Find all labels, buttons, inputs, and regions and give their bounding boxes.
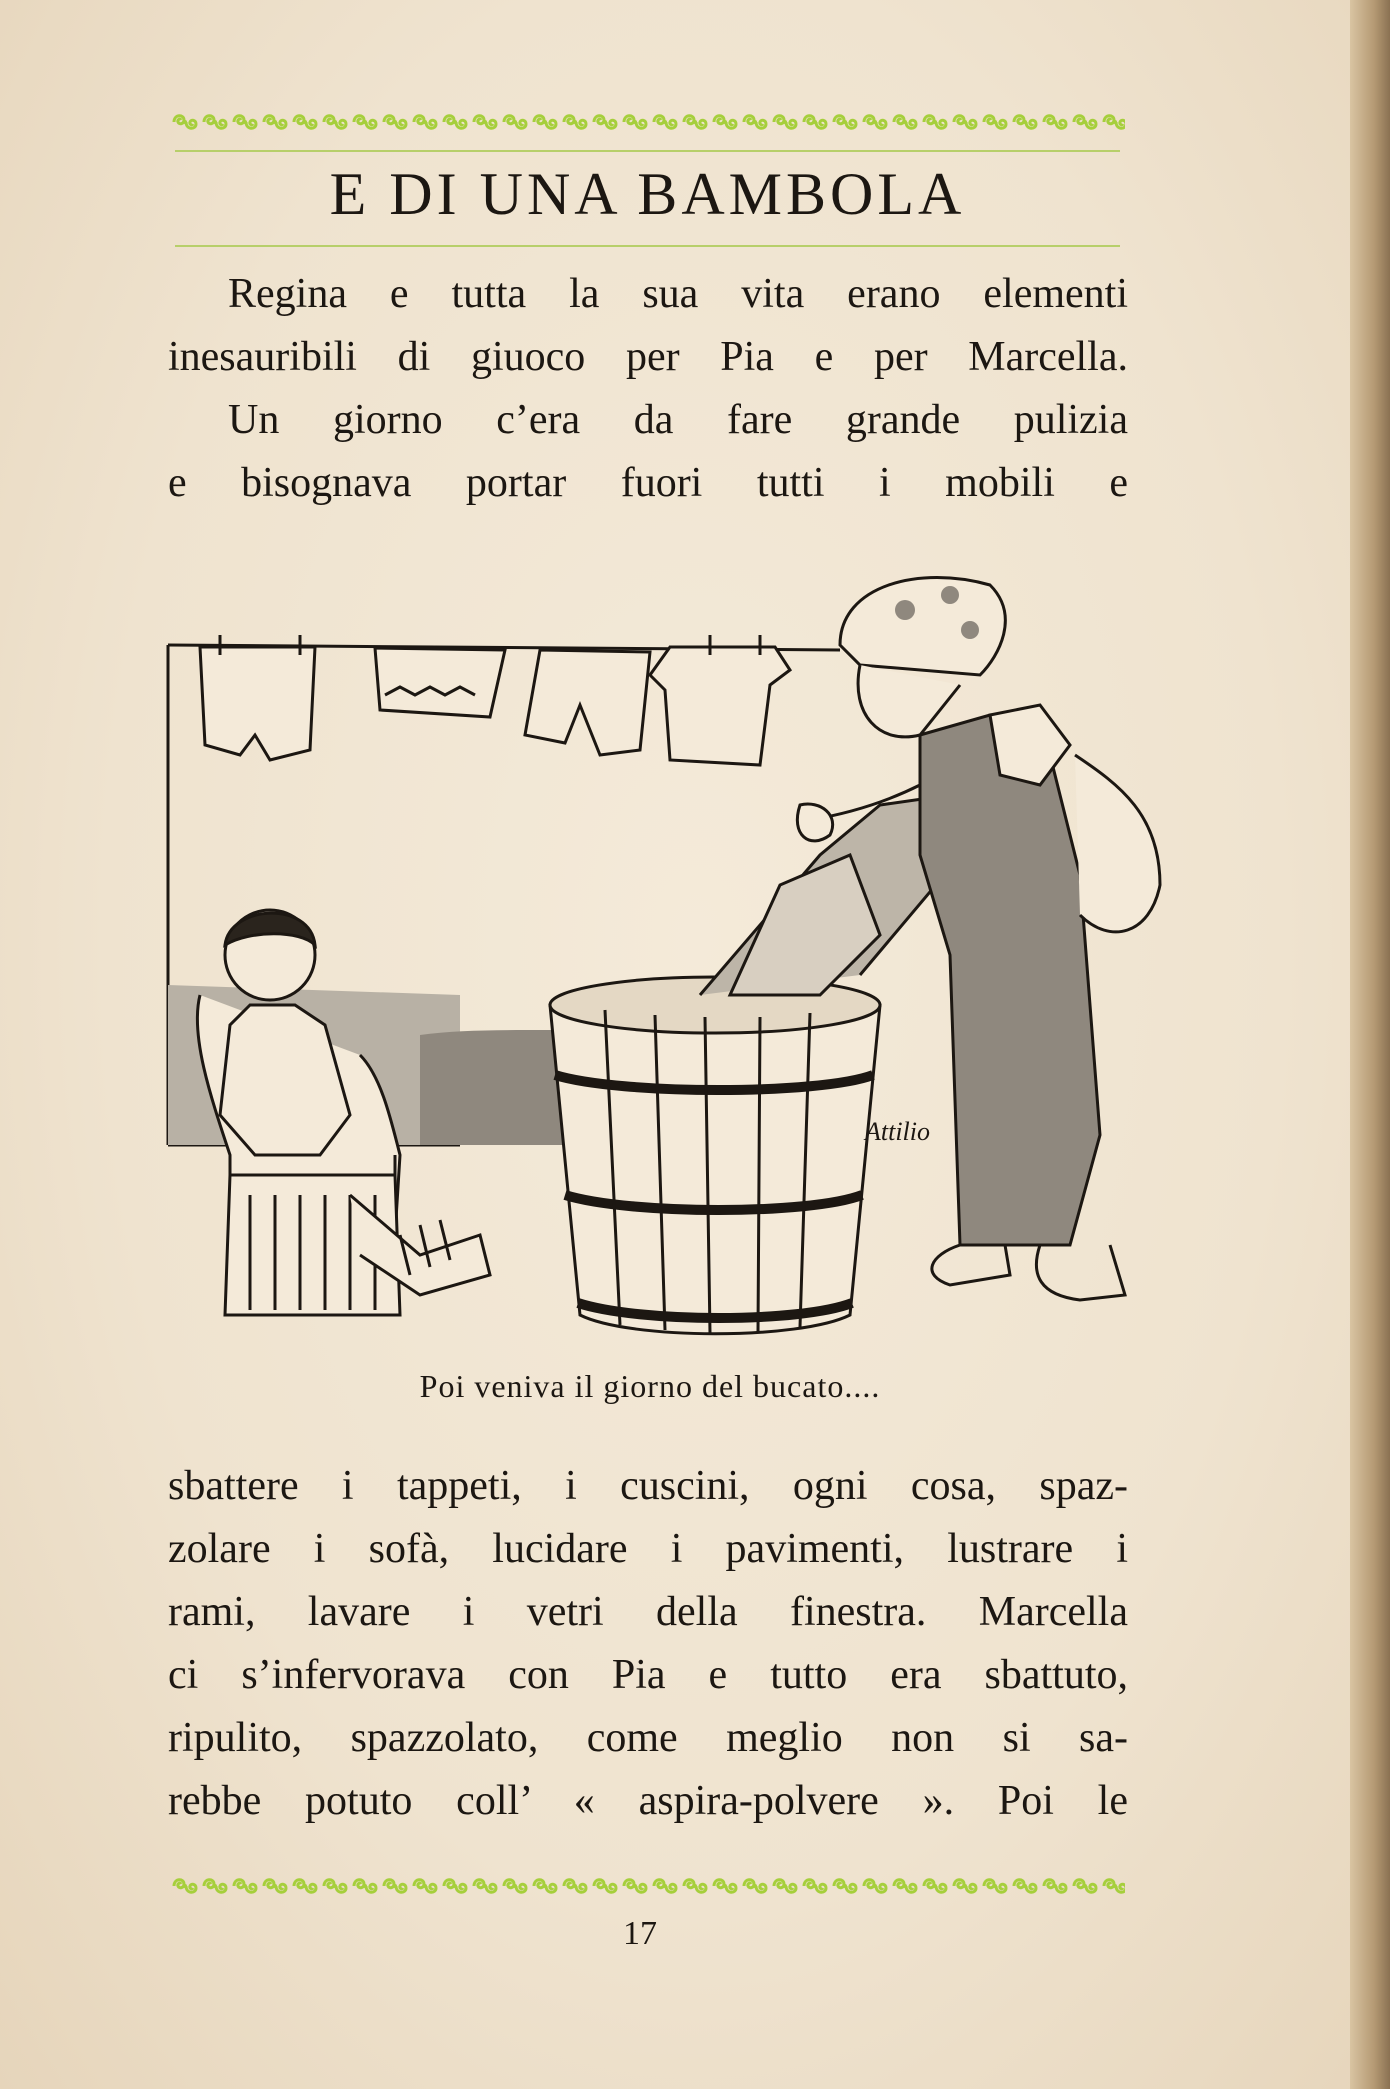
text-line: Un giorno c’era da fare grande pulizia bbox=[228, 397, 1128, 443]
illustration-caption: Poi veniva il giorno del bucato.... bbox=[419, 1368, 881, 1404]
bottom-ornament-border bbox=[170, 1872, 1125, 1900]
artist-signature: Attilio bbox=[865, 1117, 930, 1146]
text-line: rebbe potuto coll’ « aspira-polvere ». Poi le bbox=[168, 1778, 1128, 1824]
text-line: ci s’infervorava con Pia e tutto era sbattuto, bbox=[168, 1652, 1128, 1698]
text-line: zolare i sofà, lucidare i pavimenti, lustrare i bbox=[168, 1526, 1128, 1572]
paragraph-top bbox=[168, 263, 1128, 515]
paragraph-bottom bbox=[168, 1455, 1128, 1833]
text-line: sbattere i tappeti, i cuscini, ogni cosa, spaz- bbox=[168, 1463, 1128, 1509]
page-spine-edge bbox=[1350, 0, 1390, 2089]
text-line: inesauribili di giuoco per Pia e per Marcella. bbox=[168, 334, 1128, 380]
title-top-rule bbox=[175, 150, 1120, 152]
laundry-day-illustration bbox=[160, 555, 1210, 1355]
title-bottom-rule bbox=[175, 245, 1120, 247]
scroll-ornament-icon bbox=[170, 1872, 1125, 1900]
page-number: 17 bbox=[623, 1915, 657, 1952]
scroll-ornament-icon bbox=[170, 108, 1125, 136]
chapter-title: E DI UNA BAMBOLA bbox=[329, 161, 966, 227]
text-line: Regina e tutta la sua vita erano elementi bbox=[228, 271, 1128, 317]
top-ornament-border bbox=[170, 108, 1125, 136]
text-line: ripulito, spazzolato, come meglio non si sa- bbox=[168, 1715, 1128, 1761]
laundry-scene-drawing bbox=[160, 555, 1210, 1355]
text-line: e bisognava portar fuori tutti i mobili e bbox=[168, 460, 1128, 506]
text-line: rami, lavare i vetri della finestra. Marcella bbox=[168, 1589, 1128, 1635]
